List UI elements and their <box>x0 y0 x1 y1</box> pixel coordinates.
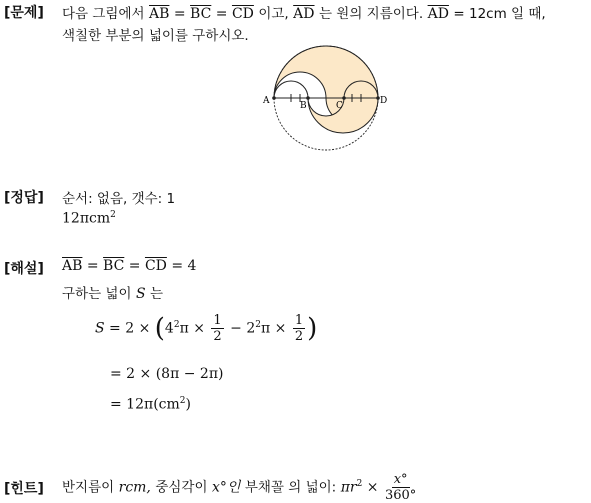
answer-value: 12πcm$^2$ <box>62 210 116 227</box>
label-d: D <box>380 96 388 106</box>
label-a: A <box>263 96 270 106</box>
problem-line-2: 색칠한 부분의 넓이를 구하시오. <box>62 28 249 44</box>
problem-label: [문제] <box>4 5 44 21</box>
answer-label: [정답] <box>4 190 44 206</box>
problem-line-1: 다음 그림에서 $\overline{AB} = \overline{BC} = \overline{CD}$ 이고, $\overline{AD}$ 는 원의 지름이다. $\overline{AD} = 12cm$ 일 때, <box>62 6 546 22</box>
explanation-equation-3: = $12\pi(cm^2)$ <box>110 396 191 413</box>
figure-diagram <box>260 40 390 155</box>
explanation-intro: 구하는 넓이 S 는 <box>62 286 164 302</box>
label-c: C <box>336 101 343 111</box>
explanation-equation-2: = 2 × (8π − 2π) <box>110 366 224 382</box>
explanation-equation-1: $S = 2 \times (4^2\pi$ × $\frac{1}{2}$ − $2^2\pi$ × $\frac{1}{2}$ ) <box>95 313 318 344</box>
hint-label: [힌트] <box>4 481 44 497</box>
hint-text: 반지름이 rcm, 중심각이 x°인 부채꼴 의 넓이: $\pi r^2$ × $\frac{x^\circ}{360^\circ}$ <box>62 472 417 503</box>
explanation-segments: $\overline{AB} = \overline{BC} = \overline{CD} = 4$ <box>62 258 197 274</box>
label-b: B <box>300 101 307 111</box>
answer-meta: 순서: 없음, 갯수: 1 <box>62 191 176 207</box>
explanation-label: [해설] <box>4 261 44 277</box>
